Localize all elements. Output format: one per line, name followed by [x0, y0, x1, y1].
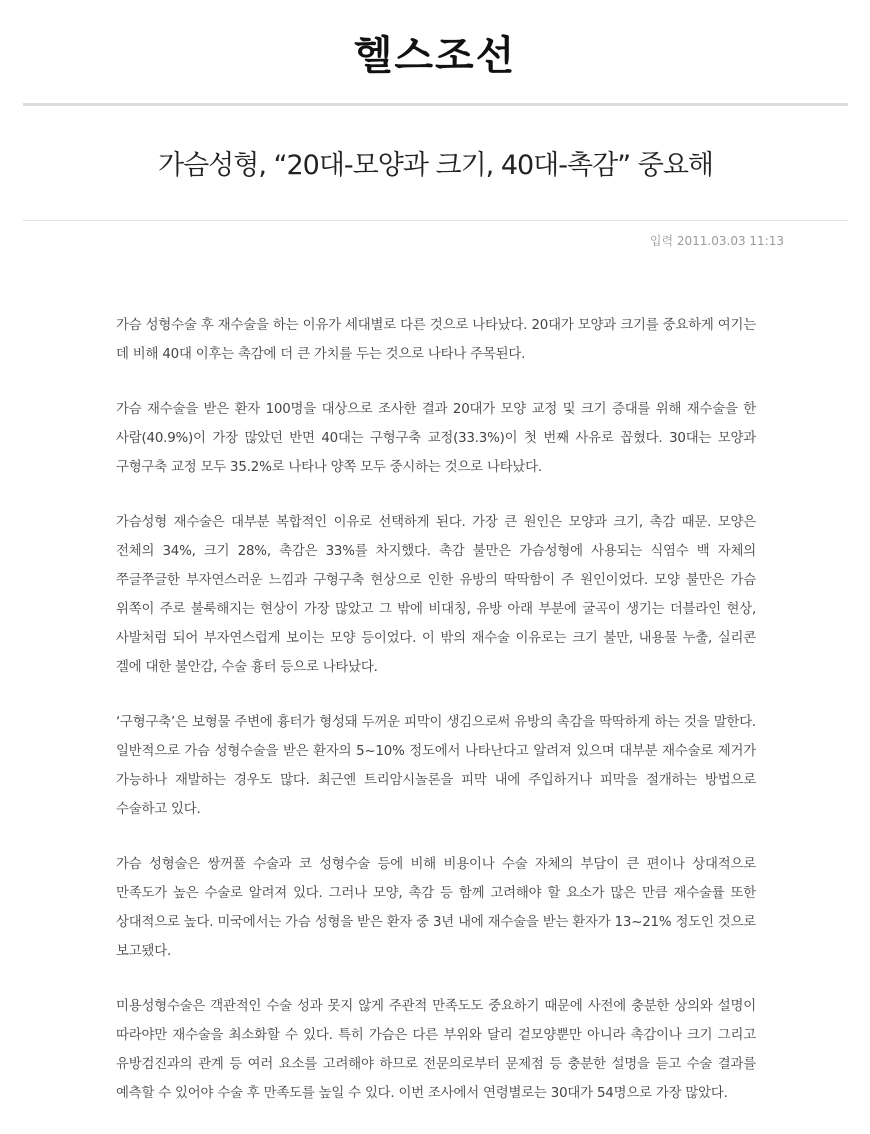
article-paragraph-3: 가슴성형 재수술은 대부분 복합적인 이유로 선택하게 된다. 가장 큰 원인은 모양과 크기, 촉감 때문. 모양은 전체의 34%, 크기 28%, 촉감은 33%를 차지했다. 촉감 불만은 가슴성형에 사용되는 식염수 백 자체의 쭈글쭈글한 부자연스러운 느낌과 구형구축 현상으로 인한 유방의 딱딱함이 주 원인이었다. 모양 불만은 가슴 위쪽이 주로 불룩해지는 현상이 가장 많았고 그 밖에 비대칭, 유방 아래 부분에 굴곡이 생기는 더블라인 현상, 사발처럼 되어 부자연스럽게 보이는 모양 등이었다. 이 밖의 재수술 이유로는 크기 불만, 내용물 누출, 실리콘 겔에 대한 불안감, 수술 흉터 등으로 나타났다.: [116, 515, 756, 675]
article-body: [116, 311, 756, 1134]
article-paragraph-5: 가슴 성형술은 쌍꺼풀 수술과 코 성형수술 등에 비해 비용이나 수술 자체의 부담이 큰 편이나 상대적으로 만족도가 높은 수술로 알려져 있다. 그러나 모양, 촉감 등 함께 고려해야 할 요소가 많은 만큼 재수술률 또한 상대적으로 높다. 미국에서는 가슴 성형을 받은 환자 중 3년 내에 재수술을 받는 환자가 13~21% 정도인 것으로 보고됐다.: [116, 857, 756, 959]
article-paragraph-2: 가슴 재수술을 받은 환자 100명을 대상으로 조사한 결과 20대가 모양 교정 및 크기 증대를 위해 재수술을 한 사람(40.9%)이 가장 많았던 반면 40대는 구형구축 교정(33.3%)이 첫 번째 사유로 꼽혔다. 30대는 모양과 구형구축 교정 모두 35.2%로 나타나 양쪽 모두 중시하는 것으로 나타났다.: [116, 402, 756, 475]
article-paragraph-4: ‘구형구축’은 보형물 주변에 흉터가 형성돼 두꺼운 피막이 생김으로써 유방의 촉감을 딱딱하게 하는 것을 말한다. 일반적으로 가슴 성형수술을 받은 환자의 5~10% 정도에서 나타난다고 알려져 있으며 대부분 재수술로 제거가 가능하나 재발하는 경우도 많다. 최근엔 트리암시놀론을 피막 내에 주입하거나 피막을 절개하는 방법으로 수술하고 있다.: [116, 715, 756, 817]
masthead-divider: [23, 103, 848, 106]
article-paragraph-1: 가슴 성형수술 후 재수술을 하는 이유가 세대별로 다른 것으로 나타났다. 20대가 모양과 크기를 중요하게 여기는 데 비해 40대 이후는 촉감에 더 큰 가치를 두는 것으로 나타나 주목된다.: [116, 318, 756, 362]
article-dateline: 입력 2011.03.03 11:13: [649, 234, 784, 248]
headline-divider: [23, 220, 848, 221]
masthead: [0, 30, 870, 82]
site-logo[interactable]: 헬스조선: [353, 33, 517, 79]
article-paragraph-6: 미용성형수술은 객관적인 수술 성과 못지 않게 주관적 만족도도 중요하기 때문에 사전에 충분한 상의와 설명이 따라야만 재수술을 최소화할 수 있다. 특히 가슴은 다른 부위와 달리 겉모양뿐만 아니라 촉감이나 크기 그리고 유방검진과의 관계 등 여러 요소를 고려해야 하므로 전문의로부터 문제점 등 충분한 설명을 듣고 수술 결과를 예측할 수 있어야 수술 후 만족도를 높일 수 있다. 이번 조사에서 연령별로는 30대가 54명으로 가장 많았다.: [116, 999, 756, 1101]
article-headline: 가슴성형, “20대-모양과 크기, 40대-촉감” 중요해: [158, 150, 713, 181]
